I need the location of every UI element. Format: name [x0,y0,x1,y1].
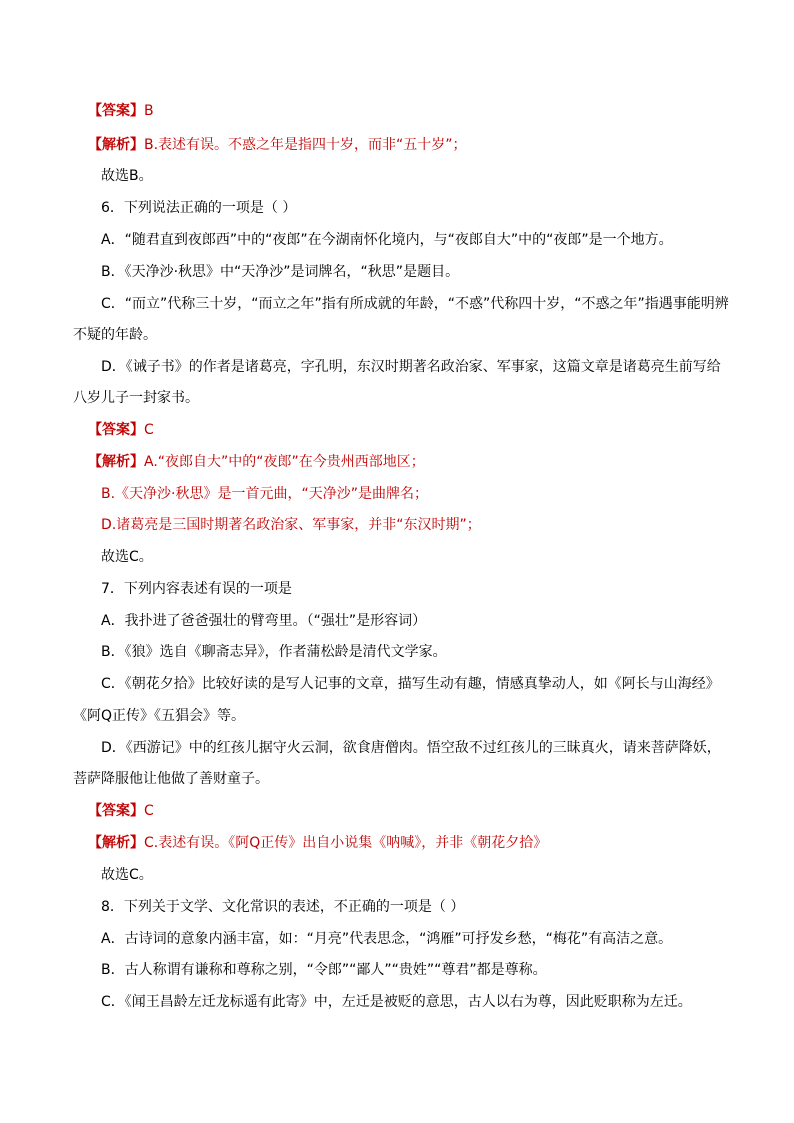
q7-analysis-line [88,833,547,853]
q7-option-d-line2: 菩萨降服他让他做了善财童子。 [73,771,269,787]
q7-option-b: B．《狼》选自《聊斋志异》，作者蒲松龄是清代文学家。 [101,644,447,660]
analysis-tag: 【解析】 [88,137,144,153]
q7-option-c-line2: 《阿Q正传》《五猖会》等。 [73,708,246,724]
answer-value: C [144,422,154,438]
q7-option-c-line1: C．《朝花夕拾》比较好读的是写人记事的文章，描写生动有趣，情感真挚动人，如《阿长与山海经》 [101,676,720,692]
analysis-tag: 【解析】 [88,454,144,470]
q8-stem: 8．下列关于文学、文化常识的表述，不正确的一项是（ ） [101,899,465,915]
q5-analysis-line [88,135,467,155]
q6-analysis-line [88,452,425,472]
q7-stem: 7．下列内容表述有误的一项是 [101,581,292,597]
analysis-text: B.表述有误。不惑之年是指四十岁，而非“五十岁”； [144,137,467,153]
answer-value: B [144,103,154,119]
q7-answer-line [88,801,154,821]
answer-value: C [144,803,154,819]
q7-option-a: A．我扑进了爸爸强壮的臂弯里。（“强壮”是形容词） [101,613,427,629]
q6-conclusion: 故选C。 [101,549,153,565]
q6-option-b: B．《天净沙·秋思》中“天净沙”是词牌名，“秋思”是题目。 [101,264,460,280]
answer-tag: 【答案】 [88,103,144,119]
q6-analysis-line2: B.《天净沙·秋思》是一首元曲，“天净沙”是曲牌名； [101,486,429,502]
q6-option-c-line1: C．“而立”代称三十岁，“而立之年”指有所成就的年龄，“不惑”代称四十岁，“不惑之年”指遇事能明辨 [101,296,729,312]
q7-conclusion: 故选C。 [101,867,153,883]
analysis-text: C.表述有误。《阿Q正传》出自小说集《呐喊》，并非《朝花夕拾》 [144,835,548,851]
answer-tag: 【答案】 [88,803,144,819]
q7-option-d-line1: D．《西游记》中的红孩儿据守火云洞，欲食唐僧肉。悟空敌不过红孩儿的三昧真火，请来菩萨降妖， [101,740,721,756]
analysis-tag: 【解析】 [88,835,144,851]
q8-option-c: C．《闻王昌龄左迁龙标遥有此寄》中，左迁是被贬的意思，古人以右为尊，因此贬职称为左迁。 [101,994,692,1010]
q5-conclusion: 故选B。 [101,168,153,184]
q6-option-d-line2: 八岁儿子一封家书。 [73,390,199,406]
q6-stem: 6．下列说法正确的一项是（ ） [101,200,297,216]
q8-option-a: A．古诗词的意象内涵丰富，如：“月亮”代表思念，“鸿雁”可抒发乡愁，“梅花”有高洁之意。 [101,931,673,947]
q6-analysis-line3: D.诸葛亮是三国时期著名政治家、军事家，并非“东汉时期”； [101,517,481,533]
answer-tag: 【答案】 [88,422,144,438]
q8-option-b: B．古人称谓有谦称和尊称之别，“令郎”“鄙人”“贵姓”“尊君”都是尊称。 [101,962,547,978]
q6-answer-line [88,420,154,440]
q5-answer-line [88,101,154,121]
analysis-text: A.“夜郎自大”中的“夜郎”在今贵州西部地区； [144,454,425,470]
q6-option-a: A．“随君直到夜郎西”中的“夜郎”在今湖南怀化境内，与“夜郎自大”中的“夜郎”是一个地方。 [101,232,673,248]
q6-option-c-line2: 不疑的年龄。 [73,327,157,343]
q6-option-d-line1: D．《诫子书》的作者是诸葛亮，字孔明，东汉时期著名政治家、军事家，这篇文章是诸葛亮生前写给 [101,359,721,375]
